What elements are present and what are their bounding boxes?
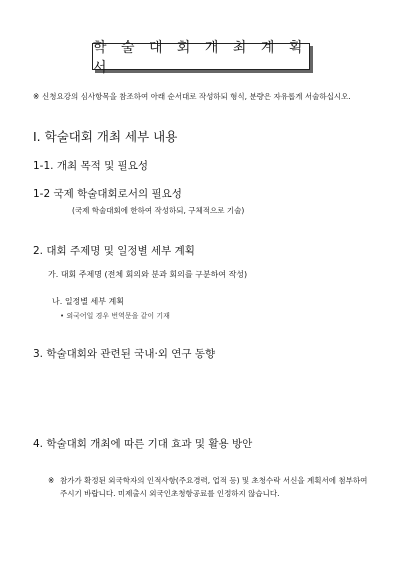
- attachment-note-text: 참가가 확정된 외국학자의 인적사항(주요경력, 업적 등) 및 초청수락 서신을 계획서에 첨부하여 주시기 바랍니다. 미제출시 외국인초청항공료를 인정하지 않습니다.: [60, 476, 368, 498]
- section-3-heading: 3. 학술대회와 관련된 국내·외 연구 동향: [33, 348, 216, 360]
- section-1-2-heading: 1-2 국제 학술대회로서의 필요성: [33, 188, 182, 200]
- section-1-2-note: (국제 학술대회에 한하여 작성하되, 구체적으로 기술): [72, 206, 245, 215]
- section-2-heading: 2. 대회 주제명 및 일정별 세부 계획: [33, 245, 195, 257]
- instruction-note: [33, 91, 367, 103]
- document-title: 학 술 대 회 개 최 계 획 서: [92, 43, 310, 70]
- note-mark: ※: [33, 92, 40, 101]
- section-1-1-heading: 1-1. 개최 목적 및 필요성: [33, 160, 148, 172]
- section-2-b-heading: 나. 일정별 세부 계획: [52, 297, 124, 306]
- attachment-note-mark: ※: [48, 476, 55, 485]
- attachment-note: [48, 474, 368, 500]
- section-1-heading: Ⅰ. 학술대회 개최 세부 내용: [33, 129, 178, 144]
- section-2-a-heading: 가. 대회 주제명 (전체 회의와 분과 회의를 구분하여 작성): [48, 270, 248, 279]
- section-4-heading: 4. 학술대회 개최에 따른 기대 효과 및 활용 방안: [33, 438, 253, 450]
- note-text: 신청요강의 심사항목을 참조하여 아래 순서대로 작성하되 형식, 분량은 자유롭게 서술하십시오.: [42, 92, 351, 101]
- section-2-b-bullet: • 외국어일 경우 번역문을 같이 기재: [60, 312, 170, 320]
